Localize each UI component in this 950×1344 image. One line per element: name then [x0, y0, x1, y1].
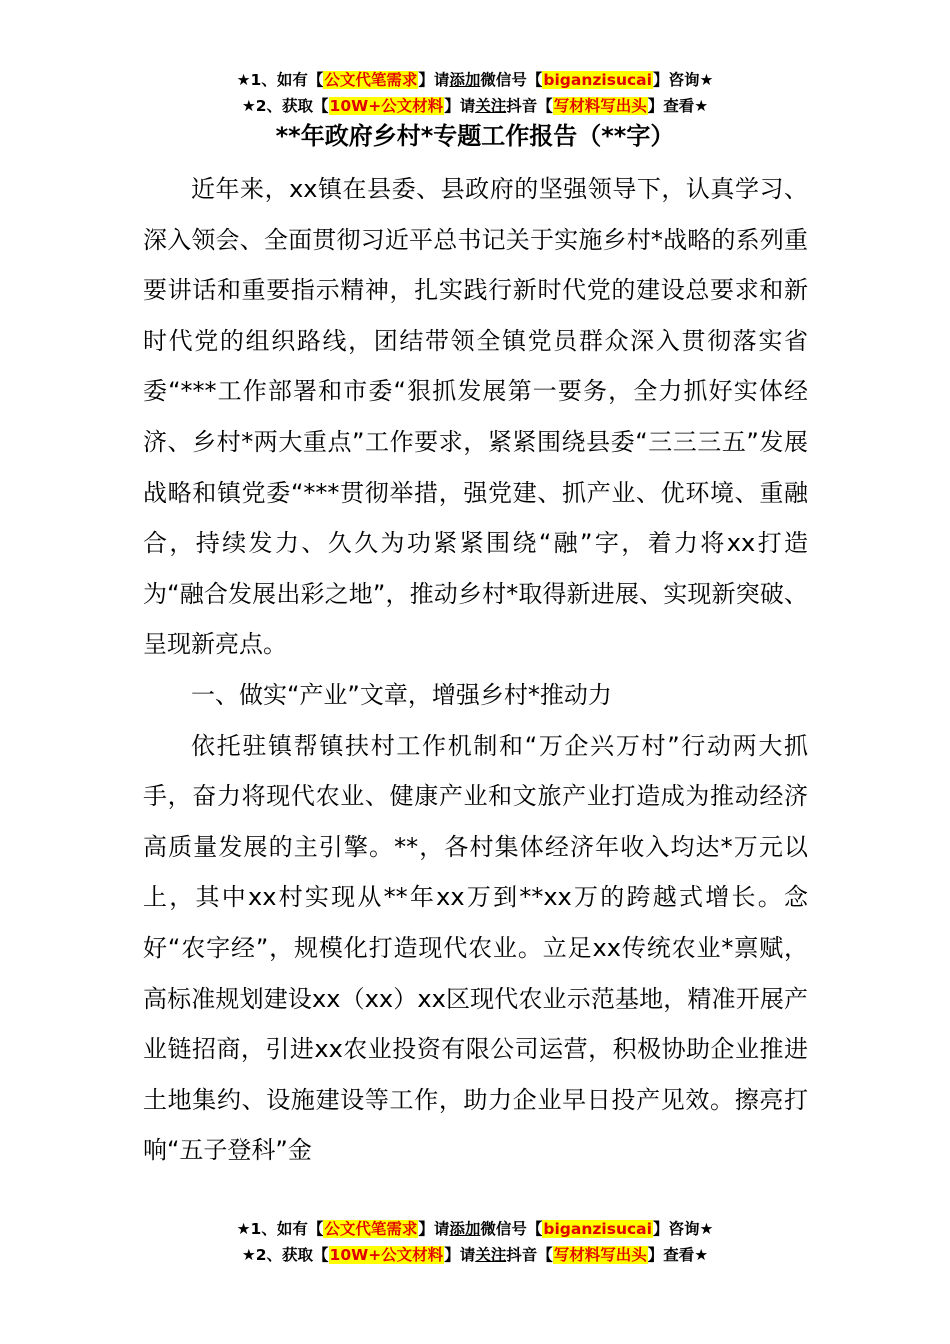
bottom-promo-banner	[0, 1216, 950, 1268]
document-body	[143, 164, 808, 1176]
document-title: **年政府乡村*专题工作报告（**字）	[275, 122, 675, 150]
promo-text: ★1、如有【	[236, 71, 324, 89]
promo-line-2	[0, 1242, 950, 1268]
promo-text: 微信号【	[480, 71, 543, 89]
promo-highlight: 10W+公文材料	[329, 97, 444, 115]
promo-line-1	[0, 1216, 950, 1242]
promo-text: 】请	[444, 1246, 476, 1264]
paragraph-industry: 依托驻镇帮镇扶村工作机制和“万企兴万村”行动两大抓手，奋力将现代农业、健康产业和文旅产业打造成为推动经济高质量发展的主引擎。**，各村集体经济年收入均达*万元以上，其中xx村实现从**年xx万到**xx万的跨越式增长。念好“农字经”，规模化打造现代农业。立足xx传统农业*禀赋，高标准规划建设xx（xx）xx区现代农业示范基地，精准开展产业链招商，引进xx农业投资有限公司运营，积极协助企业推进土地集约、设施建设等工作，助力企业早日投产见效。擦亮打响“五子登科”金	[143, 731, 808, 1165]
promo-highlight: 10W+公文材料	[329, 1246, 444, 1264]
promo-text: 】咨询★	[652, 71, 714, 89]
promo-text: 】查看★	[647, 97, 709, 115]
paragraph-intro: 近年来，xx镇在县委、县政府的坚强领导下，认真学习、深入领会、全面贯彻习近平总书记关于实施乡村*战略的系列重要讲话和重要指示精神，扎实践行新时代党的建设总要求和新时代党的组织路线，团结带领全镇党员群众深入贯彻落实省委“***工作部署和市委“狠抓发展第一要务，全力抓好实体经济、乡村*两大重点”工作要求，紧紧围绕县委“三三三五”发展战略和镇党委“***贯彻举措，强党建、抓产业、优环境、重融合，持续发力、久久为功紧紧围绕“融”字，着力将xx打造为“融合发展出彩之地”，推动乡村*取得新进展、实现新突破、呈现新亮点。	[143, 175, 808, 659]
promo-douyin-account: 写材料写出头	[553, 97, 647, 115]
promo-text: 微信号【	[480, 1220, 543, 1238]
promo-text: 】查看★	[647, 1246, 709, 1264]
promo-highlight: 公文代笔需求	[324, 1220, 418, 1238]
promo-text: 】咨询★	[652, 1220, 714, 1238]
promo-highlight: 公文代笔需求	[324, 71, 418, 89]
section-heading-1: 一、做实“产业”文章，增强乡村*推动力	[191, 680, 612, 709]
promo-line-1	[0, 67, 950, 93]
promo-text: 】请	[418, 71, 450, 89]
promo-line-2	[0, 93, 950, 119]
promo-text: 抖音【	[506, 1246, 553, 1264]
promo-wechat-id: biganzisucai	[543, 71, 652, 89]
promo-text: 】请	[418, 1220, 450, 1238]
promo-text: 抖音【	[506, 97, 553, 115]
promo-underlined: 添加	[449, 71, 481, 89]
top-promo-banner	[0, 67, 950, 119]
promo-underlined: 关注	[475, 1246, 507, 1264]
promo-text: ★2、获取【	[241, 1246, 329, 1264]
promo-underlined: 关注	[475, 97, 507, 115]
promo-underlined: 添加	[449, 1220, 481, 1238]
promo-douyin-account: 写材料写出头	[553, 1246, 647, 1264]
promo-text: ★2、获取【	[241, 97, 329, 115]
promo-text: ★1、如有【	[236, 1220, 324, 1238]
promo-text: 】请	[444, 97, 476, 115]
promo-wechat-id: biganzisucai	[543, 1220, 652, 1238]
